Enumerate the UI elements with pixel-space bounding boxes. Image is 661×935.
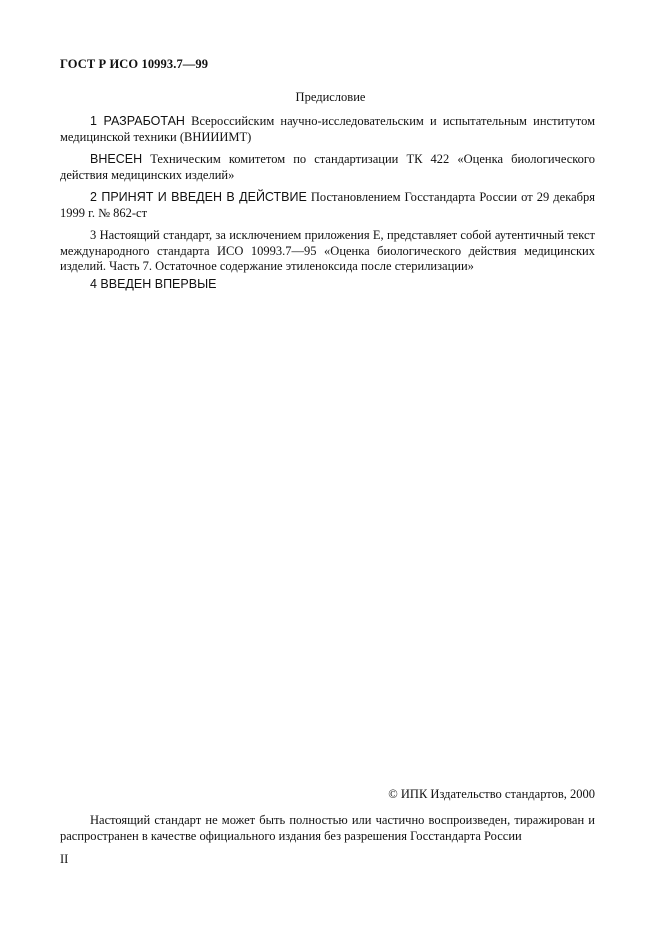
standard-code-header: ГОСТ Р ИСО 10993.7—99 (60, 57, 209, 71)
paragraph-authentic-text (60, 228, 595, 275)
reproduction-notice: Настоящий стандарт не может быть полностью или частично воспроизведен, тиражирован и распространен в качестве официального издания без разрешения Госстандарта России (60, 813, 595, 843)
paragraph-text: Постановлением Госстандарта России от 29 декабря 1999 г. № 862-ст (60, 190, 596, 220)
page-number: II (60, 852, 69, 866)
copyright-line: © ИПК Издательство стандартов, 2000 (388, 787, 595, 801)
section-title: Предисловие (295, 90, 366, 104)
paragraph-lead: 2 ПРИНЯТ И ВВЕДЕН В ДЕЙСТВИЕ (90, 190, 307, 204)
paragraph-text: Техническим комитетом по стандартизации ТК 422 «Оценка биологического действия медицинских изделий» (60, 152, 595, 182)
paragraph-text: Настоящий стандарт, за исключением приложения Е, представляет собой аутентичный текст международного стандарта ИСО 10993.7—95 «Оценка биологического действия медицинских изделий. Часть 7. Остаточное содержание этиленоксида после стерилизации» (60, 228, 595, 273)
paragraph-lead: 3 (90, 228, 97, 242)
paragraph-introduced-by (60, 152, 595, 183)
paragraph-lead: ВНЕСЕН (90, 152, 143, 166)
paragraph-first-introduced (60, 277, 595, 293)
paragraph-adopted (60, 190, 595, 221)
paragraph-text: Всероссийским научно-исследовательским и испытательным институтом медицинской техники (ВНИИИМТ) (60, 114, 595, 144)
paragraph-lead: 4 ВВЕДЕН ВПЕРВЫЕ (90, 277, 217, 291)
paragraph-lead: 1 РАЗРАБОТАН (90, 114, 185, 128)
paragraph-developed-by (60, 114, 595, 145)
